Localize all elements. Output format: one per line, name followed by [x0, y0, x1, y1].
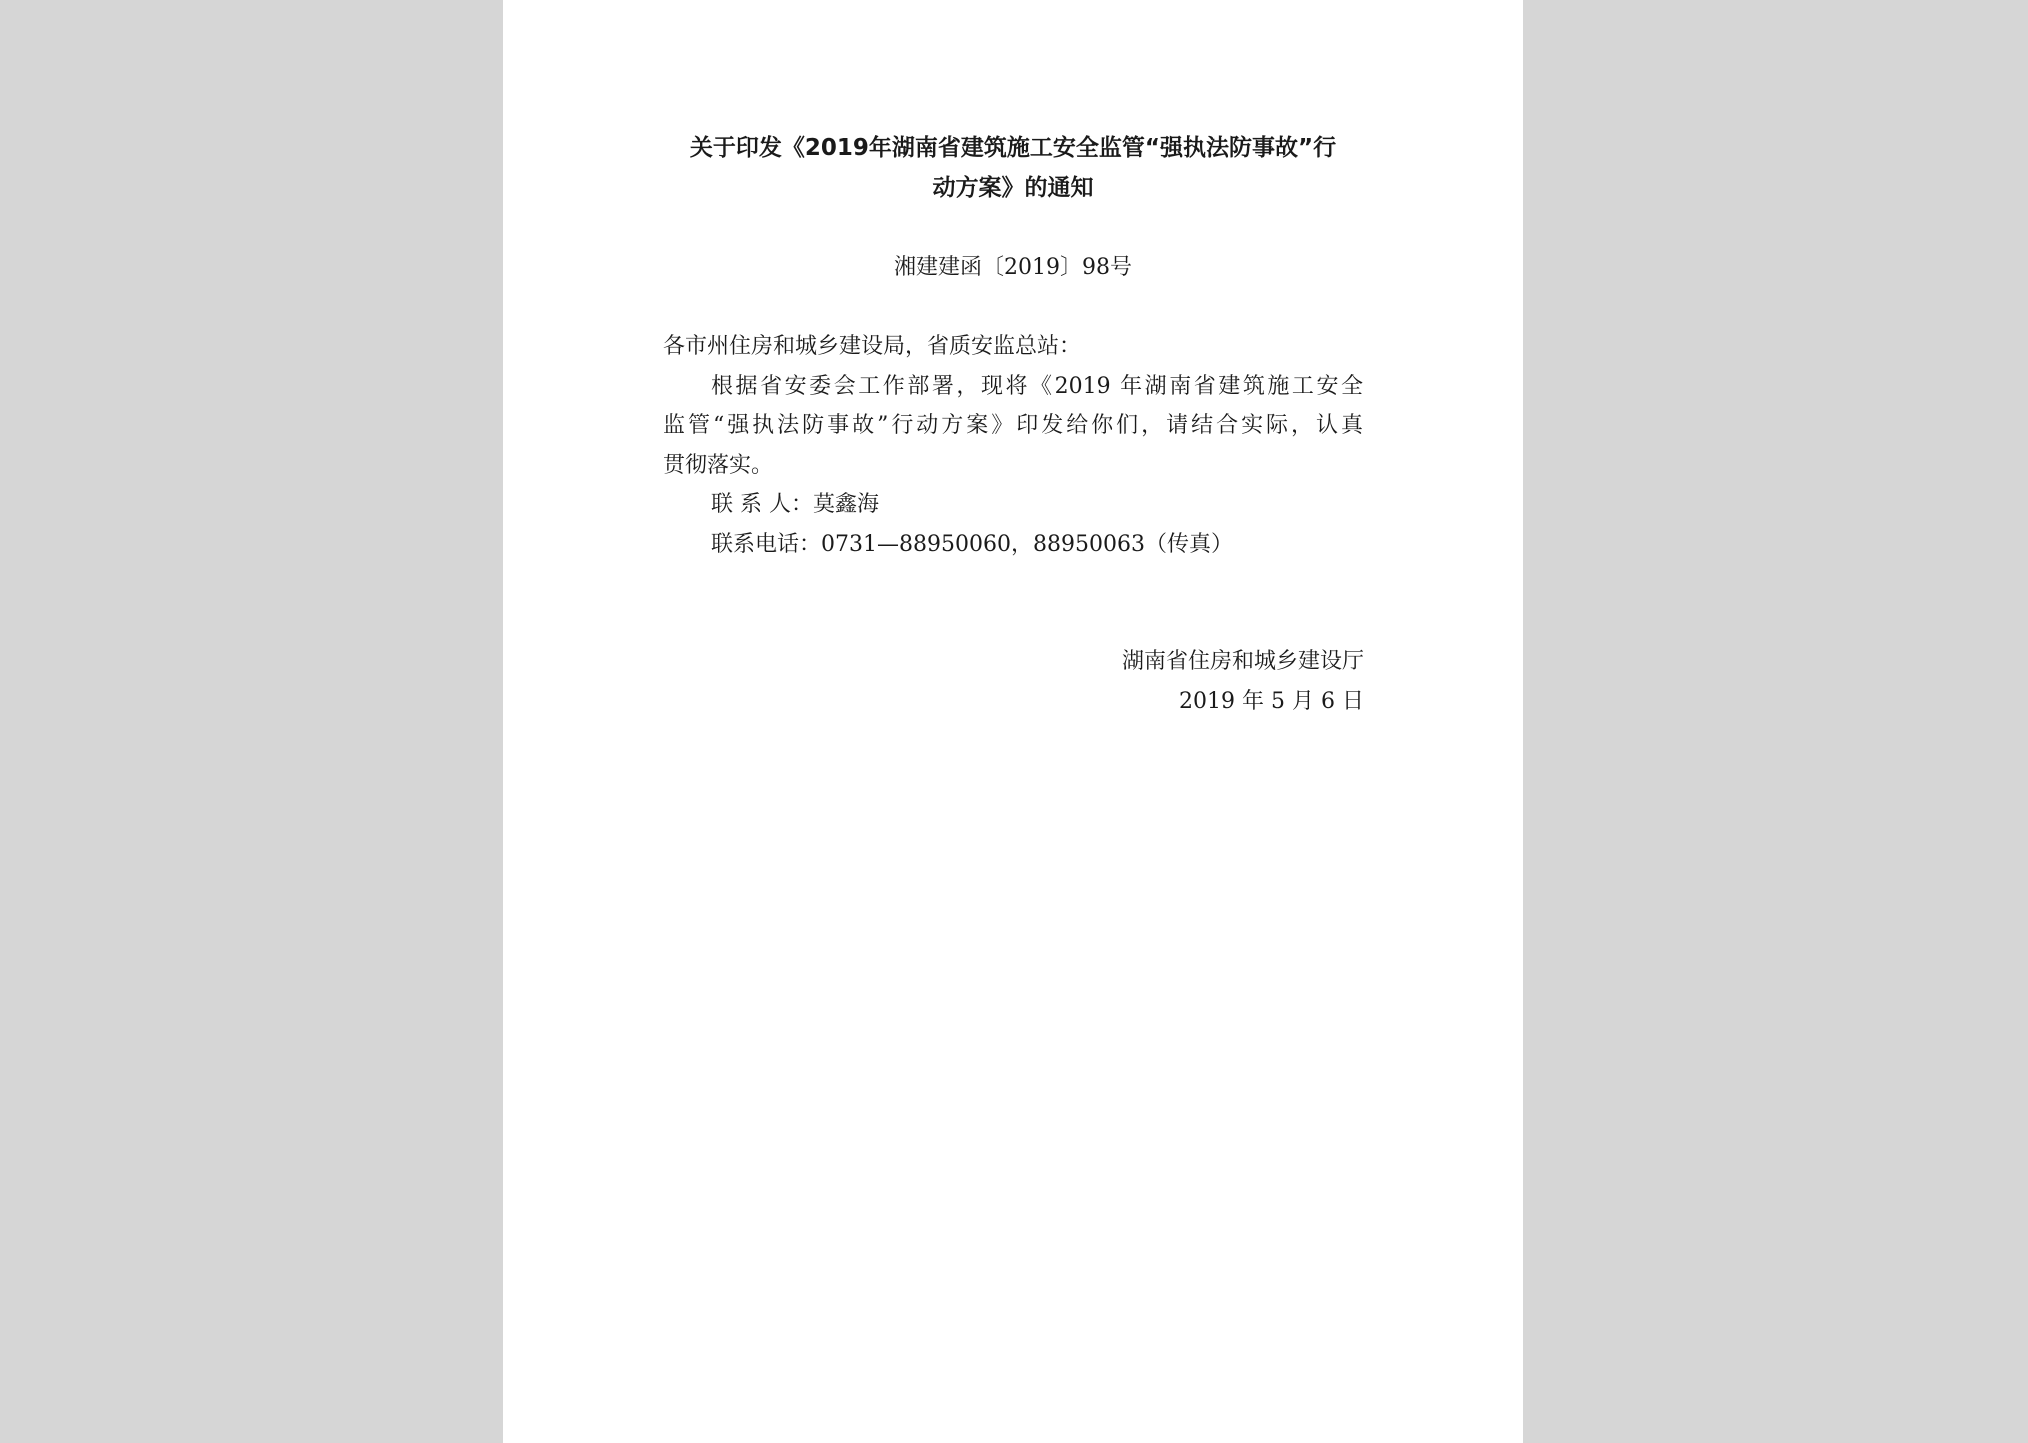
title-line-2: 动方案》的通知	[932, 175, 1094, 201]
body-paragraph-line-1: 根据省安委会工作部署，现将《2019 年湖南省建筑施工安全	[711, 373, 1363, 399]
signature-block	[1063, 642, 1364, 722]
issue-date: 2019 年 5 月 6 日	[1179, 689, 1364, 714]
contact-person: 联 系 人：莫鑫海	[711, 492, 879, 517]
body-paragraph-line-2: 监管“强执法防事故”行动方案》印发给你们，请结合实际，认真	[663, 413, 1363, 438]
addressee: 各市州住房和城乡建设局，省质安监总站：	[663, 334, 1082, 359]
contact-phone: 联系电话：0731—88950060，88950063（传真）	[711, 531, 1233, 557]
body-paragraph-line-3: 贯彻落实。	[663, 452, 774, 478]
document-body	[663, 327, 1363, 564]
document-title	[653, 128, 1373, 208]
document-number: 湘建建函〔2019〕98号	[894, 255, 1132, 280]
issuer-name: 湖南省住房和城乡建设厅	[1121, 649, 1364, 674]
document-page	[503, 0, 1523, 1443]
title-line-1: 关于印发《2019年湖南省建筑施工安全监管“强执法防事故”行	[689, 135, 1337, 161]
